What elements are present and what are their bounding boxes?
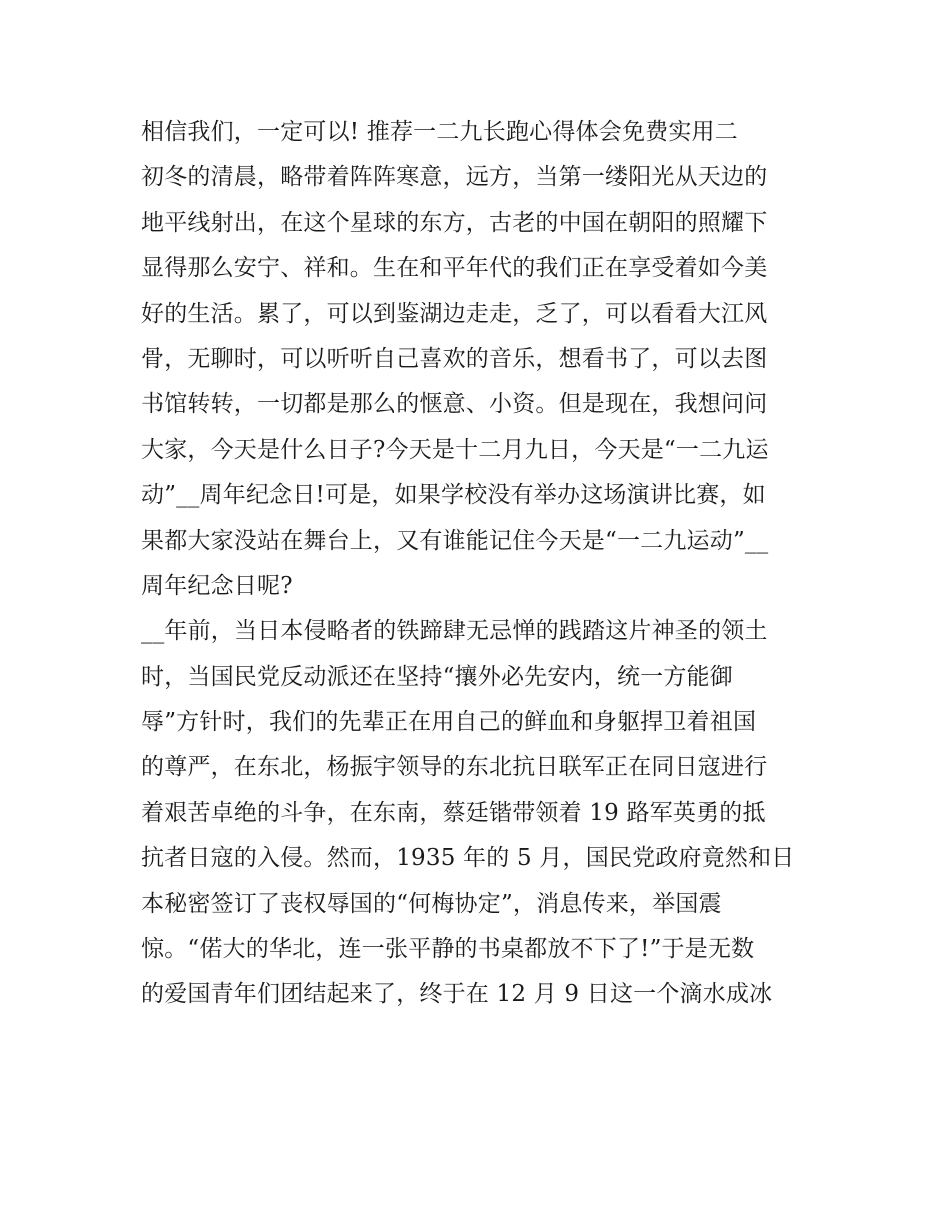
- text-line: 着艰苦卓绝的斗争，在东南，蔡廷锴带领着 19 路军英勇的抵: [141, 799, 766, 826]
- text-line: 动”__周年纪念日!可是，如果学校没有举办这场演讲比赛，如: [141, 482, 766, 509]
- body-text: [141, 110, 821, 1018]
- text-line: 周年纪念日呢?: [141, 572, 293, 599]
- text-line: 时，当国民党反动派还在坚持“攘外必先安内，统一方能御: [141, 663, 733, 690]
- text-line: 辱”方针时，我们的先辈正在用自己的鲜血和身躯捍卫着祖国: [141, 709, 757, 736]
- text-line: 好的生活。累了，可以到鉴湖边走走，乏了，可以看看大江风: [141, 300, 768, 327]
- text-line: 大家，今天是什么日子?今天是十二月九日，今天是“一二九运: [141, 436, 769, 463]
- text-line: 的尊严，在东北，杨振宇领导的东北抗日联军正在同日寇进行: [141, 754, 768, 781]
- text-line: 地平线射出，在这个星球的东方，古老的中国在朝阳的照耀下: [141, 209, 768, 236]
- text-line: 抗者日寇的入侵。然而，1935 年的 5 月，国民党政府竟然和日: [141, 845, 795, 872]
- text-line: 惊。“偌大的华北，连一张平静的书桌都放不下了!”于是无数: [141, 936, 755, 963]
- text-line: 书馆转转，一切都是那么的惬意、小资。但是现在，我想问问: [141, 391, 768, 418]
- text-line: 相信我们，一定可以! 推荐一二九长跑心得体会免费实用二: [141, 119, 738, 145]
- text-line: 本秘密签订了丧权辱国的“何梅协定”，消息传来，举国震: [141, 890, 722, 917]
- text-line: 果都大家没站在舞台上，又有谁能记住今天是“一二九运动”__: [141, 527, 769, 554]
- text-line: 的爱国青年们团结起来了，终于在 12 月 9 日这一个滴水成冰: [141, 981, 773, 1008]
- text-line: 显得那么安宁、祥和。生在和平年代的我们正在享受着如今美: [141, 255, 768, 282]
- text-line: 初冬的清晨，略带着阵阵寒意，远方，当第一缕阳光从天边的: [141, 164, 768, 191]
- text-line: 骨，无聊时，可以听听自己喜欢的音乐，想看书了，可以去图: [141, 345, 768, 372]
- text-line: __年前，当日本侵略者的铁蹄肆无忌惮的践踏这片神圣的领土: [141, 618, 768, 645]
